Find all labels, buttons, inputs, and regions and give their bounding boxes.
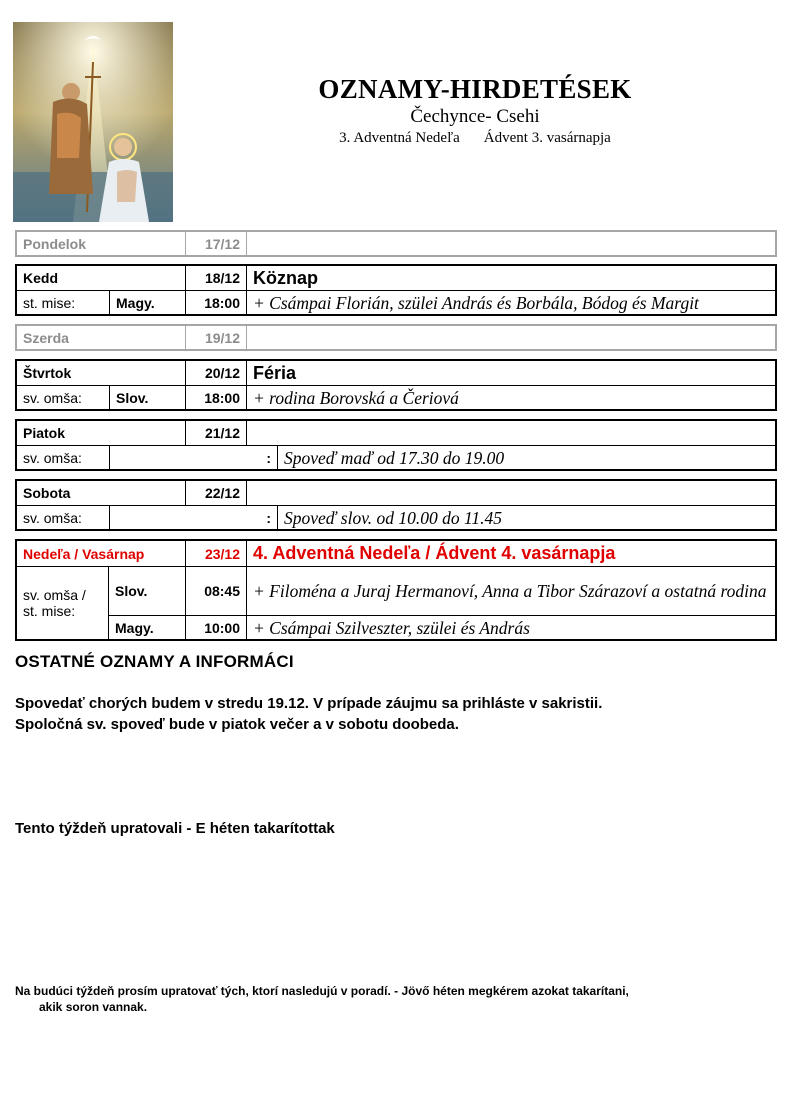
day-feast [246,481,775,505]
day-block-saturday [15,479,777,531]
announcement-line: Spoločná sv. spoveď bude v piatok večer a v sobotu doobeda. [15,716,459,733]
day-block-thursday [15,359,777,411]
bulletin-header [250,72,700,148]
day-feast: Féria [246,361,775,385]
day-name: Szerda [23,329,69,346]
next-week-line: Na budúci týždeň prosím upratovať tých, ktorí nasledujú v poradí. - Jövő héten megkérem azokat takarítani, [15,984,629,998]
cleaning-note: Tento týždeň upratovali - E héten takarítottak [15,820,335,837]
next-week-cleaning-note [15,983,775,1015]
other-announcements-title: OSTATNÉ OZNAMY A INFORMÁCI [15,652,294,671]
mass-type: sv. omša: [23,509,82,526]
day-block-wednesday [15,324,777,351]
mass-time: : [109,446,277,469]
day-name: Sobota [23,485,71,501]
next-week-line: akik soron vannak. [39,1000,148,1014]
mass-time: : [109,506,277,529]
mass-intention: Spoveď maď od 17.30 do 19.00 [277,446,775,469]
day-date: 23/12 [185,541,246,566]
day-feast [246,421,775,445]
mass-language: Magy. [115,619,154,636]
mass-intention: + Csámpai Szilveszter, szülei és András [246,616,775,639]
mass-intention: + Filoména a Juraj Hermanoví, Anna a Tibor Szárazoví a ostatná rodina [246,567,775,615]
mass-intention: + Csámpai Florián, szülei András és Borbála, Bódog és Margit [246,291,775,314]
day-name: Nedeľa / Vasárnap [23,545,145,562]
day-block-monday [15,230,777,257]
mass-type: sv. omša: [23,389,82,406]
mass-intention: + rodina Borovská a Čeriová [246,386,775,409]
day-date: 17/12 [185,232,246,255]
day-name: Pondelok [23,235,87,252]
day-date: 21/12 [185,421,246,445]
mass-time: 10:00 [185,616,246,639]
mass-time: 18:00 [185,386,246,409]
day-block-sunday [15,539,777,641]
day-name: Piatok [23,425,66,441]
day-feast: Köznap [246,266,775,290]
bulletin-title: OZNAMY-HIRDETÉSEK [318,74,632,104]
sunday-hu: Ádvent 3. vasárnapja [483,130,611,146]
day-name: Štvrtok [23,365,72,381]
announcement-line: Spovedať chorých budem v stredu 19.12. V prípade záujmu sa prihláste v sakristii. [15,695,603,712]
day-block-tuesday [15,264,777,316]
day-date: 19/12 [185,326,246,349]
mass-time: 08:45 [185,567,246,615]
day-date: 22/12 [185,481,246,505]
day-feast [246,326,775,349]
day-feast: 4. Adventná Nedeľa / Ádvent 4. vasárnapja [246,541,775,566]
sunday-sk: 3. Adventná Nedeľa [339,130,460,146]
mass-type: st. mise: [23,294,76,311]
baptism-of-jesus-image [13,22,173,222]
mass-type: sv. omša: [23,449,82,466]
day-name: Kedd [23,270,58,286]
day-date: 20/12 [185,361,246,385]
day-feast [246,232,775,255]
mass-language: Slov. [109,386,185,409]
parish-name: Čechynce- Csehi [410,106,540,127]
mass-language: Magy. [109,291,185,314]
day-date: 18/12 [185,266,246,290]
mass-time: 18:00 [185,291,246,314]
mass-language: Slov. [115,583,148,600]
mass-intention: Spoveď slov. od 10.00 do 11.45 [277,506,775,529]
day-block-friday [15,419,777,471]
mass-type: sv. omša / st. mise: [17,567,109,639]
liturgical-sunday [250,128,700,148]
